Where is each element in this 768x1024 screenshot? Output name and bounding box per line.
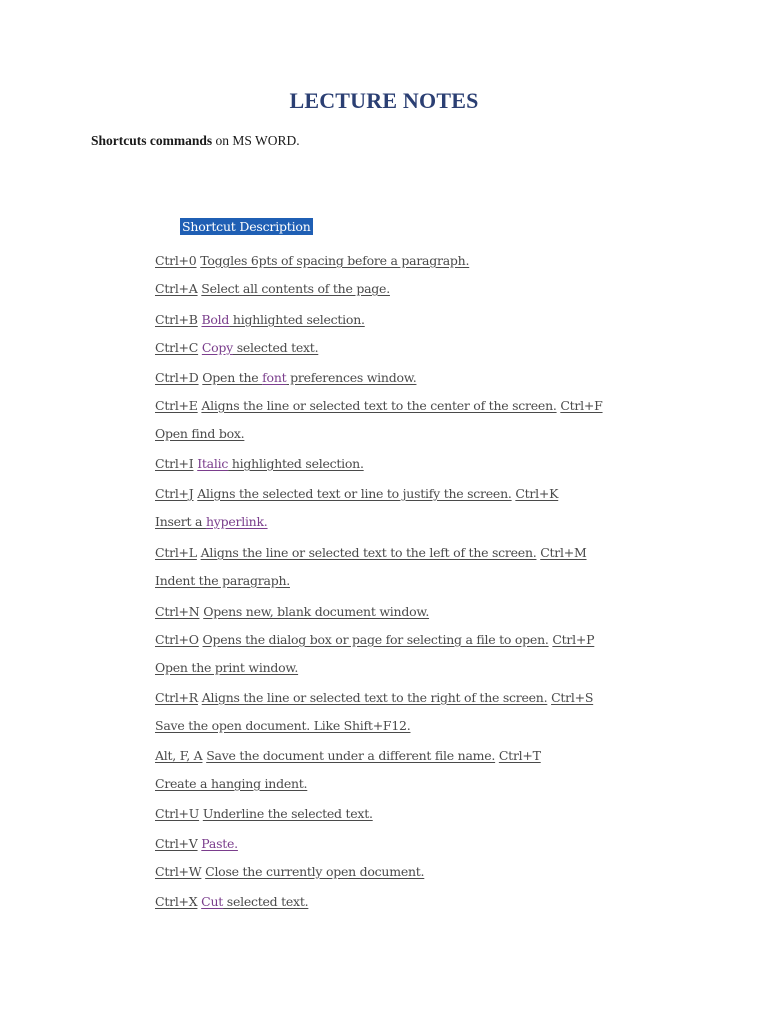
shortcut-key: Ctrl+0 xyxy=(155,253,197,268)
shortcut-link[interactable]: Cut xyxy=(201,894,224,909)
shortcut-key: Ctrl+C xyxy=(155,340,199,355)
shortcut-line xyxy=(155,281,390,296)
shortcut-line xyxy=(155,864,424,879)
shortcut-key: Ctrl+V xyxy=(155,836,198,851)
shortcut-key: Alt, F, A xyxy=(155,748,203,763)
shortcut-link[interactable]: Italic xyxy=(197,456,229,471)
shortcut-line xyxy=(155,514,268,529)
shortcut-line xyxy=(155,253,469,268)
shortcut-description: Aligns the line or selected text to the right of the screen. xyxy=(201,690,548,705)
shortcut-line xyxy=(155,894,308,909)
shortcut-key: Ctrl+L xyxy=(155,545,197,560)
shortcut-key: Ctrl+W xyxy=(155,864,202,879)
shortcut-description: Create a hanging indent. xyxy=(155,776,308,791)
shortcut-description: Indent the paragraph. xyxy=(155,573,290,588)
subtitle-bold: Shortcuts commands xyxy=(91,133,213,148)
shortcut-key: Ctrl+O xyxy=(155,632,199,647)
shortcut-line xyxy=(155,486,558,501)
shortcut-line xyxy=(155,748,541,763)
shortcut-line xyxy=(155,690,593,705)
shortcut-description-tail: selected text. xyxy=(223,894,309,909)
shortcut-line xyxy=(155,776,307,791)
shortcut-line xyxy=(155,573,290,588)
shortcut-line xyxy=(155,312,365,327)
shortcut-description: Aligns the line or selected text to the center of the screen. xyxy=(201,398,557,413)
shortcut-link[interactable]: font xyxy=(262,370,287,385)
shortcut-description-tail: highlighted selection. xyxy=(229,312,365,327)
shortcut-description: Toggles 6pts of spacing before a paragraph. xyxy=(200,253,470,268)
shortcut-line xyxy=(155,456,364,471)
shortcut-line xyxy=(155,836,238,851)
shortcut-key-next: Ctrl+P xyxy=(552,632,595,647)
page-title: LECTURE NOTES xyxy=(289,88,479,113)
shortcut-key: Ctrl+X xyxy=(155,894,198,909)
shortcut-description: Close the currently open document. xyxy=(205,864,425,879)
shortcut-key: Ctrl+A xyxy=(155,281,198,296)
shortcut-description: Opens new, blank document window. xyxy=(203,604,430,619)
shortcut-key: Ctrl+R xyxy=(155,690,198,705)
shortcut-line xyxy=(155,398,603,413)
shortcut-description: Opens the dialog box or page for selecting a file to open. xyxy=(202,632,549,647)
shortcut-line xyxy=(155,604,429,619)
shortcut-description: Insert a xyxy=(155,514,206,529)
shortcut-line xyxy=(155,426,244,441)
shortcut-key: Ctrl+I xyxy=(155,456,194,471)
shortcut-key: Ctrl+B xyxy=(155,312,198,327)
shortcut-description-tail: highlighted selection. xyxy=(228,456,364,471)
shortcut-key-next: Ctrl+M xyxy=(540,545,587,560)
page-subtitle xyxy=(91,133,300,149)
shortcut-description: Select all contents of the page. xyxy=(201,281,390,296)
shortcut-description: Aligns the selected text or line to justify the screen. xyxy=(197,486,512,501)
shortcut-line xyxy=(155,370,416,385)
shortcut-line xyxy=(155,632,594,647)
shortcut-line xyxy=(155,718,410,733)
shortcut-key-next: Ctrl+T xyxy=(498,748,541,763)
table-header-highlight: Shortcut Description xyxy=(182,219,311,234)
shortcut-description: Save the open document. Like Shift+F12. xyxy=(155,718,411,733)
shortcut-link[interactable]: Bold xyxy=(201,312,230,327)
subtitle-rest: on MS WORD. xyxy=(212,133,300,148)
shortcut-description: Open the print window. xyxy=(155,660,299,675)
shortcut-line xyxy=(155,660,298,675)
shortcut-description-tail: selected text. xyxy=(233,340,319,355)
shortcut-line xyxy=(155,545,587,560)
shortcut-key: Ctrl+J xyxy=(155,486,194,501)
shortcut-key-next: Ctrl+K xyxy=(515,486,559,501)
shortcut-key: Ctrl+D xyxy=(155,370,199,385)
shortcut-link[interactable]: Copy xyxy=(201,340,233,355)
shortcut-line xyxy=(155,340,318,355)
shortcut-description-tail: preferences window. xyxy=(286,370,417,385)
shortcut-key-next: Ctrl+S xyxy=(551,690,594,705)
shortcut-description: Underline the selected text. xyxy=(202,806,373,821)
shortcut-key: Ctrl+U xyxy=(155,806,200,821)
shortcut-description: Save the document under a different file name. xyxy=(206,748,496,763)
shortcut-key: Ctrl+E xyxy=(155,398,198,413)
shortcut-key-next: Ctrl+F xyxy=(560,398,603,413)
shortcut-description: Open find box. xyxy=(155,426,245,441)
shortcut-key: Ctrl+N xyxy=(155,604,200,619)
shortcut-link[interactable]: hyperlink. xyxy=(205,514,268,529)
shortcut-description: Aligns the line or selected text to the left of the screen. xyxy=(200,545,537,560)
shortcut-description: Open the xyxy=(202,370,263,385)
shortcut-line xyxy=(155,806,373,821)
shortcut-link[interactable]: Paste. xyxy=(201,836,238,851)
